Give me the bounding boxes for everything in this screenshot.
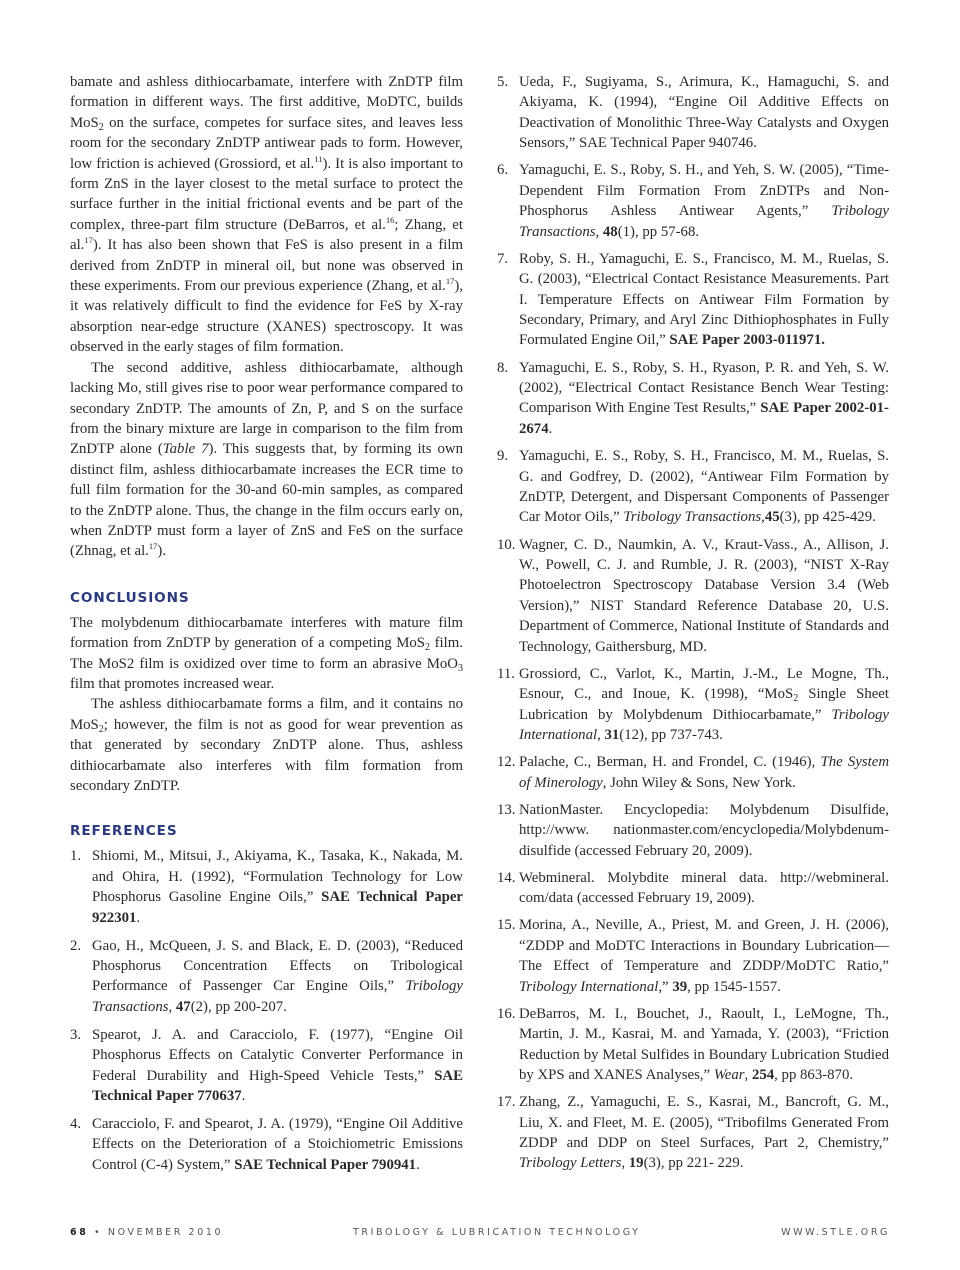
reference-item: 13. NationMaster. Encyclopedia: Molybdenum Disulfide, http://www. nationmaster.com/encyclopedia/Molybdenum-disulfide (accessed February 20, 2009). (497, 801, 889, 859)
reference-item: 14. Webmineral. Molybdite mineral data. http://webmineral. com/data (accessed February 19, 2009). (497, 869, 889, 907)
reference-item: 10. Wagner, C. D., Naumkin, A. V., Kraut-Vass., A., Allison, J. W., Powell, C. J. and Rumble, J. R. (2003), “NIST X-Ray Photoelectron Spectroscopy Database Version 3.4 (Web Version),” NIST Standard Reference Database 20, U.S. Department of Commerce, National Institute of Standards and Technology, Gaithersburg, MD. (497, 536, 889, 655)
conclusions-paragraph: The ashless dithiocarbamate forms a film, and it contains no MoS$_2$; however, the film is not as good for wear prevention as that generated by secondary ZnDTP alone. Thus, ashless dithiocarbamate also interferes with film formation from secondary ZnDTP. (70, 696, 463, 794)
page-number: 68 (70, 1227, 89, 1238)
reference-item: 11. Grossiord, C., Varlot, K., Martin, J.-M., Le Mogne, Th., Esnour, C., and Inoue, K. (1998), “MoS$_2$ Single Sheet Lubrication by Molybdenum Dithiocarbamate,” Tribology International, 31(12), pp 737-743. (497, 665, 889, 743)
reference-list (70, 846, 463, 1175)
left-column (70, 72, 463, 1183)
reference-item: 16. DeBarros, M. I., Bouchet, J., Raoult, I., LeMogne, Th., Martin, J. M., Kasrai, M. and Yamada, Y. (2003), “Friction Reduction by Metal Sulfides in Boundary Lubrication Studied by XPS and XANES Analyses,” Wear, 254, pp 863-870. (497, 1005, 889, 1084)
conclusions-heading: CONCLUSIONS (70, 589, 190, 606)
right-column (497, 72, 889, 1181)
reference-item: 9. Yamaguchi, E. S., Roby, S. H., Francisco, M. M., Ruelas, S. G. and Godfrey, D. (2002), “Antiwear Film Formation by ZnDTP, Detergent, and Dispersant Components of Passenger Car Motor Oils,” Tribology Transactions,45(3), pp 425-429. (497, 448, 889, 526)
reference-item: 5. Ueda, F., Sugiyama, S., Arimura, K., Hamaguchi, S. and Akiyama, K. (1994), “Engine Oil Additive Effects on Deactivation of Monolithic Three-Way Catalysts and Oxygen Sensors,” SAE Technical Paper 940746. (497, 74, 889, 152)
reference-item: 2. Gao, H., McQueen, J. S. and Black, E. D. (2003), “Reduced Phosphorus Concentration Effects on Tribological Performance of Passenger Car Engine Oils,” Tribology Transactions, 47(2), pp 200-207. (70, 937, 463, 1015)
reference-item: 7. Roby, S. H., Yamaguchi, E. S., Francisco, M. M., Ruelas, S. G. (2003), “Electrical Contact Resistance Measurements. Part I. Temperature Effects on Antiwear Film Formation by Secondary, Primary, and Aryl Zinc Dithiophosphates in Fully Formulated Engine Oil,” SAE Paper 2003-011971. (497, 250, 889, 349)
footer-page-info (70, 1227, 223, 1238)
reference-item: 17. Zhang, Z., Yamaguchi, E. S., Kasrai, M., Bancroft, G. M., Liu, X. and Fleet, M. E. (2005), “Tribofilms Generated From ZDDP and DDP on Steel Surfaces, Part 2, Chemistry,” Tribology Letters, 19(3), pp 221- 229. (497, 1094, 889, 1172)
reference-item: 6. Yamaguchi, E. S., Roby, S. H., and Yeh, S. W. (2005), “Time-Dependent Film Formation From ZnDTPs and Non-Phosphorus Ashless Antiwear Agents,” Tribology Transactions, 48(1), pp 57-68. (497, 162, 889, 240)
reference-item: 8. Yamaguchi, E. S., Roby, S. H., Ryason, P. R. and Yeh, S. W. (2002), “Electrical Contact Resistance Bench Wear Testing: Comparison With Engine Test Results,” SAE Paper 2002-01-2674. (497, 359, 889, 437)
reference-item: 15. Morina, A., Neville, A., Priest, M. and Green, J. H. (2006), “ZDDP and MoDTC Interactions in Boundary Lubrication—The Effect of Temperature and ZDDP/MoDTC Ratio,” Tribology International,” 39, pp 1545-1557. (497, 917, 889, 995)
page-footer (70, 1227, 890, 1243)
body-paragraph: bamate and ashless dithiocarbamate, interfere with ZnDTP film formation in different ways. The first additive, MoDTC, builds MoS$_2$ on the surface, competes for surface sites, and leaves less room for the secondary ZnDTP antiwear pads to form. However, low friction is achieved (Grossiord, et al.$^{11}$). It is also important to form ZnS in the layer closest to the metal surface to protect the surface further in the initial frictional events and be part of the complex, three-part film structure (DeBarros, et al.$^{16}$; Zhang, et al.$^{17}$). It has also been shown that FeS is also present in a film derived from ZnDTP in mineral oil, but none was observed in these experiments. From our previous experience (Zhang, et al.$^{17}$), it was relatively difficult to find the evidence for FeS by X-ray absorption near-edge structure (XANES) spectroscopy. It was observed in the early stages of film formation. (70, 74, 463, 356)
reference-item: 12. Palache, C., Berman, H. and Frondel, C. (1946), The System of Minerology, John Wiley & Sons, New York. (497, 754, 890, 791)
reference-item: 1. Shiomi, M., Mitsui, J., Akiyama, K., Tasaka, K., Nakada, M. and Ohira, H. (1992), “Formulation Technology for Low Phosphorus Gasoline Engine Oils,” SAE Technical Paper 922301. (70, 848, 463, 926)
body-paragraph: The second additive, ashless dithiocarbamate, although lacking Mo, still gives rise to poor wear performance compared to secondary ZnDTP. The amounts of Zn, P, and S on the surface from the binary mixture are large in comparison to the film from ZnDTP alone (Table 7). This suggests that, by forming its own distinct film, ashless dithiocarbamate increases the ECR time to full film formation for the 30-and 60-min samples, as compared to the ZnDTP alone. Thus, the change in the film occurs early on, when ZnDTP must form a layer of ZnS and FeS on the surface (Zhnag, et al.$^{17}$). (70, 359, 464, 560)
references-heading: REFERENCES (70, 823, 178, 840)
reference-item: 3. Spearot, J. A. and Caracciolo, F. (1977), “Engine Oil Phosphorus Effects on Catalytic Converter Performance in Federal Durability and High-Speed Vehicle Tests,” SAE Technical Paper 770637. (70, 1026, 463, 1105)
journal-name: TRIBOLOGY & LUBRICATION TECHNOLOGY (353, 1227, 641, 1238)
reference-list (497, 72, 889, 1174)
conclusions-paragraph: The molybdenum dithiocarbamate interferes with mature film formation from ZnDTP by generation of a competing MoS$_2$ film. The MoS2 film is oxidized over time to form an abrasive MoO$_3$ film that promotes increased wear. (70, 614, 463, 692)
bullet-separator: • (94, 1227, 103, 1238)
reference-item: 4. Caracciolo, F. and Spearot, J. A. (1979), “Engine Oil Additive Effects on the Deterioration of a Stoichiometric Emissions Control (C-4) System,” SAE Technical Paper 790941. (70, 1116, 463, 1173)
website-url: WWW.STLE.ORG (781, 1227, 890, 1238)
issue-date: NOVEMBER 2010 (107, 1227, 224, 1238)
